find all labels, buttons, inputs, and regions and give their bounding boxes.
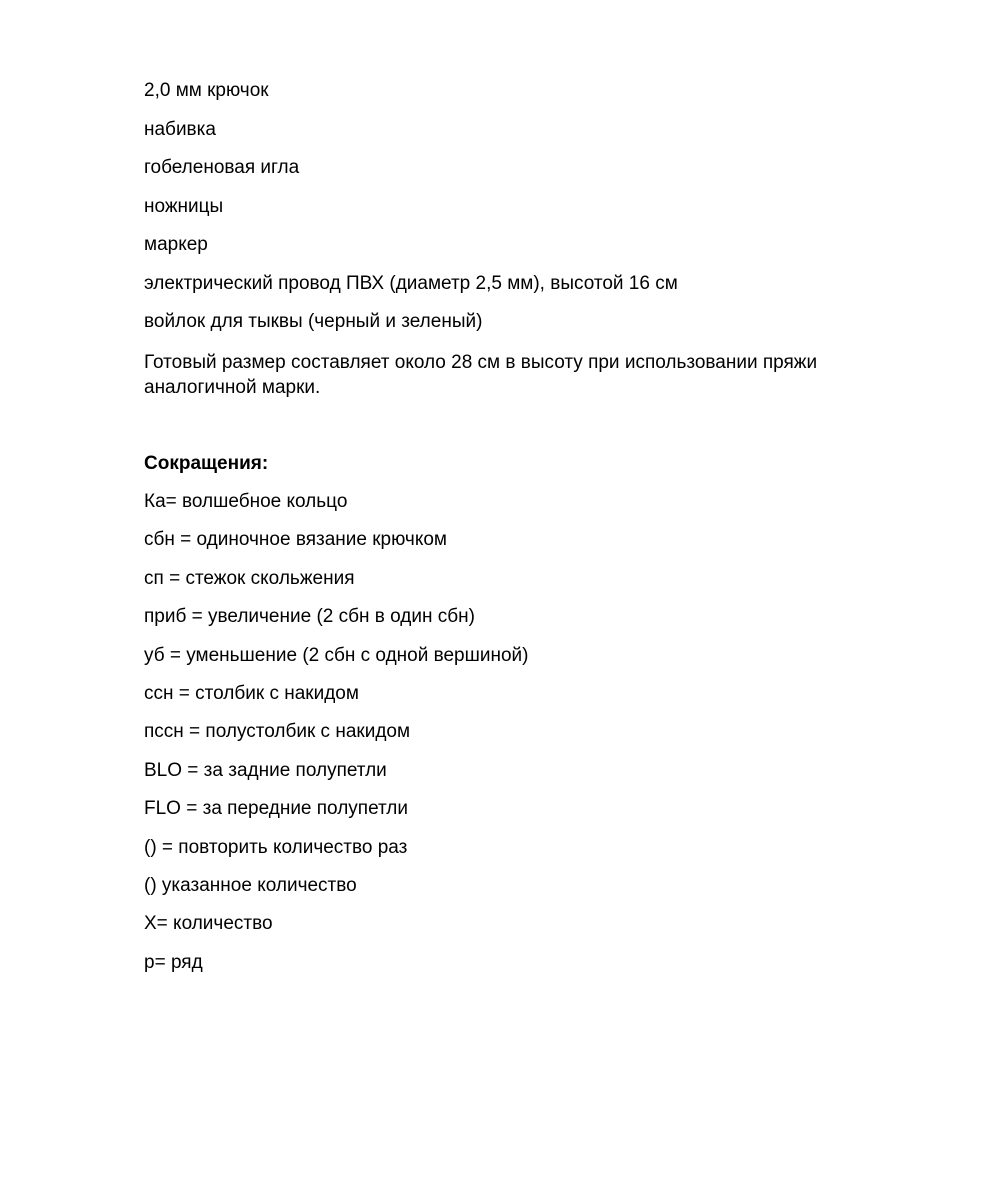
abbreviation-item: приб = увеличение (2 сбн в один сбн) [144,606,475,628]
material-item: войлок для тыквы (черный и зеленый) [144,311,483,332]
abbreviation-item: Ка= волшебное кольцо [144,491,348,512]
abbreviation-item: () = повторить количество раз [144,836,408,858]
materials-list [144,80,883,400]
material-item: набивка [144,118,216,140]
material-item: ножницы [144,195,224,217]
abbreviation-item: уб = уменьшение (2 сбн с одной вершиной) [144,644,529,666]
material-item: гобеленовая игла [144,157,300,178]
abbreviation-item: пссн = полустолбик с накидом [144,721,411,743]
material-item: электрический провод ПВХ (диаметр 2,5 мм), высотой 16 см [144,272,678,294]
finished-size-note: Готовый размер составляет около 28 см в высоту при использовании пряжи аналогичной марки. [144,351,818,398]
abbreviations-section [144,453,528,990]
abbreviations-heading: Сокращения: [144,453,269,474]
material-item: 2,0 мм крючок [144,80,269,101]
material-item: маркер [144,234,208,255]
abbreviation-item: р= ряд [144,951,203,973]
abbreviation-item: X= количество [144,913,273,935]
abbreviation-item: сп = стежок скольжения [144,567,355,589]
abbreviation-item: () указанное количество [144,874,357,896]
abbreviation-item: BLO = за задние полупетли [144,759,387,781]
abbreviation-item: ссн = столбик с накидом [144,682,359,704]
abbreviation-item: FLO = за передние полупетли [144,798,409,820]
abbreviation-item: сбн = одиночное вязание крючком [144,529,447,551]
